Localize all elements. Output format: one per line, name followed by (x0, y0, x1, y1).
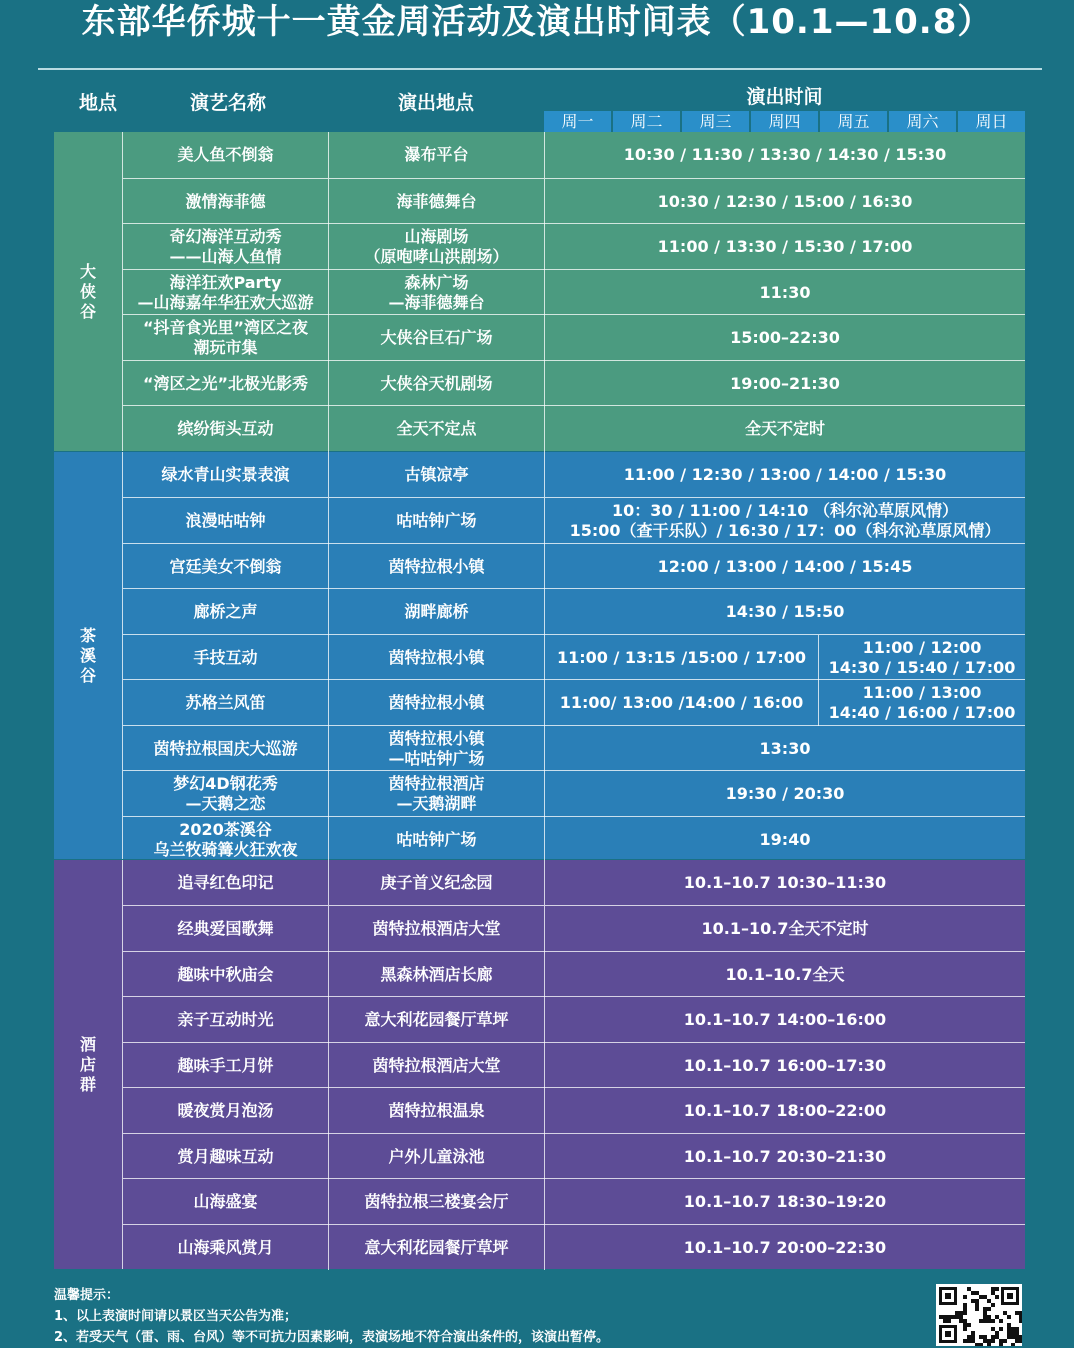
qr-module (995, 1287, 999, 1291)
show-venue: 海菲德舞台 (328, 179, 544, 224)
show-name: 2020茶溪谷 乌兰牧骑篝火狂欢夜 (153, 819, 298, 859)
show-time: 10.1–10.7 20:00–22:30 (544, 1225, 1025, 1270)
qr-module (947, 1319, 951, 1323)
show-time: 10:30 / 12:30 / 15:00 / 16:30 (544, 179, 1025, 224)
notes-item-2: 2、若受天气（雷、雨、台风）等不可抗力因素影响，表演场地不符合演出条件的，该演出暂停。 (54, 1330, 610, 1345)
table-row (123, 770, 1025, 817)
title-divider (38, 68, 1042, 70)
show-venue: 户外儿童泳池 (328, 1134, 544, 1179)
qr-module (1003, 1339, 1007, 1343)
table-row (123, 1042, 1025, 1088)
show-time: 10.1–10.7 18:00–22:00 (544, 1088, 1025, 1134)
qr-module (987, 1307, 991, 1311)
show-venue: 全天不定点 (328, 406, 544, 452)
show-name: 赏月趣味互动 (177, 1146, 274, 1166)
show-name: 手技互动 (193, 647, 258, 667)
show-venue: 咕咕钟广场 (328, 817, 544, 862)
table-row (123, 816, 1025, 862)
group-name: 茶 溪 谷 (79, 625, 96, 685)
table-row (123, 543, 1025, 589)
day-thu: 周四 (751, 111, 818, 132)
day-wed: 周三 (682, 111, 749, 132)
show-venue: 古镇凉亭 (328, 452, 544, 497)
qr-module (975, 1307, 979, 1311)
show-name: 趣味手工月饼 (177, 1055, 274, 1075)
header-show-name: 演艺名称 (189, 92, 266, 114)
show-time: 10.1–10.7 10:30–11:30 (544, 860, 1025, 905)
show-time: 10.1–10.7 20:30–21:30 (544, 1134, 1025, 1179)
group-1 (54, 132, 1025, 451)
show-venue: 茵特拉根小镇 (328, 544, 544, 589)
qr-module (991, 1339, 995, 1343)
show-name: 暖夜赏月泡汤 (177, 1101, 274, 1120)
show-time: 11:30 (544, 270, 1025, 315)
show-time: 19:40 (544, 817, 1025, 862)
table-row (123, 360, 1025, 406)
show-venue: 山海剧场 （原咆哮山洪剧场） (328, 224, 544, 270)
qr-module (963, 1311, 967, 1315)
qr-module (999, 1327, 1003, 1331)
table-row (123, 905, 1025, 952)
show-name: 海洋狂欢Party —山海嘉年华狂欢大巡游 (137, 272, 314, 312)
show-venue: 瀑布平台 (328, 132, 544, 178)
day-sat: 周六 (889, 111, 956, 132)
show-time: 11:00 / 13:30 / 15:30 / 17:00 (544, 224, 1025, 270)
table-row (123, 1087, 1025, 1134)
table-row (123, 634, 1025, 680)
table-row (123, 1178, 1025, 1225)
show-name: 奇幻海洋互动秀 ——山海人鱼情 (169, 227, 282, 266)
show-name: 美人鱼不倒翁 (177, 145, 274, 164)
show-time: 13:30 (544, 726, 1025, 771)
qr-code-icon (936, 1284, 1022, 1346)
table-row (123, 269, 1025, 315)
show-name: 追寻红色印记 (177, 872, 274, 892)
table-row (123, 1133, 1025, 1179)
show-name: 梦幻4D钢花秀 —天鹅之恋 (173, 774, 278, 813)
qr-module (1019, 1339, 1022, 1343)
show-name: 趣味中秋庙会 (177, 964, 274, 984)
show-venue: 茵特拉根酒店大堂 (328, 906, 544, 952)
notes (54, 1285, 954, 1348)
show-time-weekend: 11:00 / 12:00 14:30 / 15:40 / 17:00 (818, 635, 1025, 680)
header-show-time: 演出时间 (746, 86, 823, 108)
show-name: “湾区之光”北极光影秀 (142, 373, 309, 393)
table-row (123, 951, 1025, 997)
show-name: 缤纷街头互动 (177, 419, 274, 438)
table-row (123, 725, 1025, 771)
show-venue: 茵特拉根小镇 (328, 635, 544, 680)
show-time: 14:30 / 15:50 (544, 589, 1025, 635)
qr-finder-mark (945, 1293, 951, 1299)
show-name: 激情海菲德 (185, 191, 266, 211)
show-time: 19:30 / 20:30 (544, 771, 1025, 817)
table-row (123, 996, 1025, 1043)
table-row (123, 860, 1025, 905)
show-venue: 庚子首义纪念园 (328, 860, 544, 905)
group-3 (54, 860, 1025, 1269)
day-sun: 周日 (958, 111, 1025, 132)
show-venue: 黑森林酒店长廊 (328, 952, 544, 997)
show-venue: 茵特拉根三楼宴会厅 (328, 1179, 544, 1225)
show-name: 茵特拉根国庆大巡游 (153, 738, 298, 758)
show-venue: 茵特拉根小镇 —咕咕钟广场 (328, 726, 544, 771)
table-row (123, 405, 1025, 452)
table-row (123, 452, 1025, 497)
qr-finder-mark (1007, 1293, 1013, 1299)
header-venue: 演出地点 (397, 92, 474, 114)
show-venue: 茵特拉根小镇 (328, 680, 544, 726)
qr-module (991, 1319, 995, 1323)
show-time: 19:00–21:30 (544, 361, 1025, 406)
show-time: 11:00 / 12:30 / 13:00 / 14:00 / 15:30 (544, 452, 1025, 497)
notes-heading: 温馨提示： (54, 1288, 120, 1303)
table-row (123, 679, 1025, 726)
header-location: 地点 (78, 92, 117, 114)
qr-module (1007, 1315, 1011, 1319)
day-mon: 周一 (544, 111, 611, 132)
show-name: 山海乘风赏月 (177, 1237, 274, 1257)
show-venue: 茵特拉根酒店大堂 (328, 1043, 544, 1088)
table-row (123, 314, 1025, 361)
show-venue: 茵特拉根酒店 —天鹅湖畔 (328, 771, 544, 817)
header-days (544, 111, 1025, 132)
show-venue: 意大利花园餐厅草坪 (328, 1225, 544, 1270)
show-time: 全天不定时 (544, 406, 1025, 452)
show-venue: 大侠谷巨石广场 (328, 315, 544, 361)
show-name: 亲子互动时光 (177, 1010, 274, 1029)
show-time: 10：30 / 11:00 / 14:10 （科尔沁草原风情） 15:00（查干乐队）/ 16:30 / 17：00（科尔沁草原风情） (544, 498, 1025, 544)
show-name: 宫廷美女不倒翁 (169, 556, 282, 576)
show-venue: 大侠谷天机剧场 (328, 361, 544, 406)
show-venue: 湖畔廊桥 (328, 589, 544, 635)
qr-module (963, 1295, 967, 1299)
group-name: 酒 店 群 (79, 1034, 96, 1094)
table-row (123, 1224, 1025, 1270)
show-time: 10.1–10.7全天不定时 (544, 906, 1025, 952)
qr-module (999, 1319, 1003, 1323)
group-name: 大 侠 谷 (79, 261, 96, 321)
group-2 (54, 452, 1025, 859)
qr-module (963, 1327, 967, 1331)
show-venue: 茵特拉根温泉 (328, 1088, 544, 1134)
qr-module (995, 1295, 999, 1299)
qr-module (991, 1303, 995, 1307)
table-header (54, 75, 1025, 132)
page-title: 东部华侨城十一黄金周活动及演出时间表（10.1—10.8） (81, 2, 993, 42)
show-time-weekday: 11:00/ 13:00 /14:00 / 16:00 (544, 680, 818, 726)
show-time: 15:00–22:30 (544, 315, 1025, 361)
show-time-weekday: 11:00 / 13:15 /15:00 / 17:00 (544, 635, 818, 680)
day-fri: 周五 (820, 111, 887, 132)
show-time: 10.1–10.7 14:00–16:00 (544, 997, 1025, 1043)
show-time: 10.1–10.7全天 (544, 952, 1025, 997)
show-time: 10:30 / 11:30 / 13:30 / 14:30 / 15:30 (544, 132, 1025, 178)
qr-module (967, 1323, 971, 1327)
show-name: 廊桥之声 (193, 602, 258, 621)
qr-finder-mark (945, 1331, 951, 1337)
show-name: 苏格兰风笛 (185, 693, 266, 712)
show-venue: 森林广场 —海菲德舞台 (328, 270, 544, 315)
show-time: 12:00 / 13:00 / 14:00 / 15:45 (544, 544, 1025, 589)
table-row (123, 588, 1025, 635)
show-time: 10.1–10.7 18:30–19:20 (544, 1179, 1025, 1225)
show-time: 10.1–10.7 16:00–17:30 (544, 1043, 1025, 1088)
qr-module (1019, 1319, 1022, 1323)
table-row (123, 178, 1025, 224)
show-venue: 咕咕钟广场 (328, 498, 544, 544)
show-name: 经典爱国歌舞 (177, 919, 274, 938)
show-name: 浪漫咕咕钟 (185, 511, 266, 530)
show-name: 山海盛宴 (193, 1192, 258, 1211)
day-tue: 周二 (613, 111, 680, 132)
table-row (123, 132, 1025, 178)
notes-item-1: 1、以上表演时间请以景区当天公告为准； (54, 1309, 298, 1324)
show-venue: 意大利花园餐厅草坪 (328, 997, 544, 1043)
table-row (123, 497, 1025, 544)
table-row (123, 223, 1025, 270)
show-name: “抖音食光里”湾区之夜 潮玩市集 (142, 318, 309, 357)
show-name: 绿水青山实景表演 (161, 464, 290, 484)
show-time-weekend: 11:00 / 13:00 14:40 / 16:00 / 17:00 (818, 680, 1025, 726)
